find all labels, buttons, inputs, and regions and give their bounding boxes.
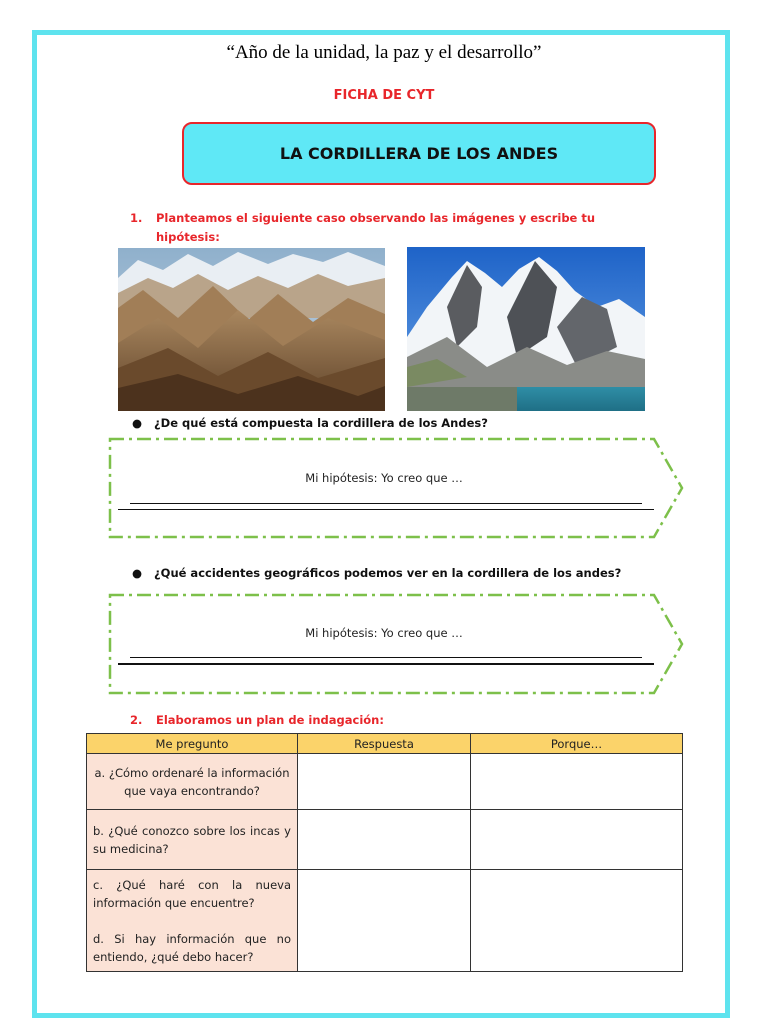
- table-row: [87, 754, 683, 810]
- hypothesis-prompt-1: Mi hipótesis: Yo creo que …: [305, 471, 463, 485]
- question-composition-text: ¿De qué está compuesta la cordillera de los Andes?: [154, 416, 488, 430]
- question-d-text: d. Si hay información que no entiendo, ¿qué debo hacer?: [93, 931, 291, 964]
- question-2-number: 2.: [130, 713, 143, 727]
- hypothesis-prompt-2: Mi hipótesis: Yo creo que …: [305, 626, 463, 640]
- answer-cell[interactable]: [298, 870, 471, 972]
- table-row: [87, 870, 683, 972]
- cell-spacer: [93, 912, 291, 930]
- bullet-icon: ●: [132, 566, 143, 580]
- question-cell: b. ¿Qué conozco sobre los incas y su medicina?: [87, 810, 298, 870]
- question-1-line2: hipótesis:: [156, 230, 220, 244]
- hypothesis-box-1: [106, 436, 686, 540]
- answer-line: [130, 503, 642, 504]
- bullet-icon: ●: [132, 416, 143, 430]
- question-cell: [87, 870, 298, 972]
- andes-snowy-peaks-photo: [407, 247, 645, 411]
- main-title: LA CORDILLERA DE LOS ANDES: [279, 144, 559, 163]
- question-landforms: [132, 566, 621, 580]
- question-c-text: c. ¿Qué haré con la nueva información que encuentre?: [93, 877, 291, 910]
- reason-cell[interactable]: [471, 754, 683, 810]
- question-landforms-text: ¿Qué accidentes geográficos podemos ver en la cordillera de los andes?: [154, 566, 622, 580]
- answer-cell[interactable]: [298, 754, 471, 810]
- table-header-row: [87, 734, 683, 754]
- reason-cell[interactable]: [471, 870, 683, 972]
- header-porque: Porque…: [471, 734, 683, 754]
- question-2-title: Elaboramos un plan de indagación:: [156, 713, 384, 727]
- hypothesis-box-2: [106, 592, 686, 696]
- question-1: [130, 209, 657, 247]
- inquiry-plan-table: [86, 733, 683, 972]
- andes-brown-mountains-photo: [118, 248, 385, 411]
- subject-heading: FICHA DE CYT: [333, 88, 435, 103]
- header-me-pregunto: Me pregunto: [87, 734, 298, 754]
- main-title-box: [182, 122, 656, 185]
- header-respuesta: Respuesta: [298, 734, 471, 754]
- question-cell: a. ¿Cómo ordenaré la información que vaya encontrando?: [87, 754, 298, 810]
- answer-line: [118, 509, 654, 510]
- answer-line: [118, 663, 654, 665]
- question-1-line1: Planteamos el siguiente caso observando las imágenes y escribe tu: [156, 211, 596, 225]
- question-composition: [132, 416, 488, 430]
- reason-cell[interactable]: [471, 810, 683, 870]
- table-row: [87, 810, 683, 870]
- answer-line: [130, 657, 642, 658]
- answer-cell[interactable]: [298, 810, 471, 870]
- question-1-number: 1.: [130, 211, 143, 225]
- question-2: [130, 713, 384, 727]
- year-title: “Año de la unidad, la paz y el desarrollo”: [226, 42, 542, 63]
